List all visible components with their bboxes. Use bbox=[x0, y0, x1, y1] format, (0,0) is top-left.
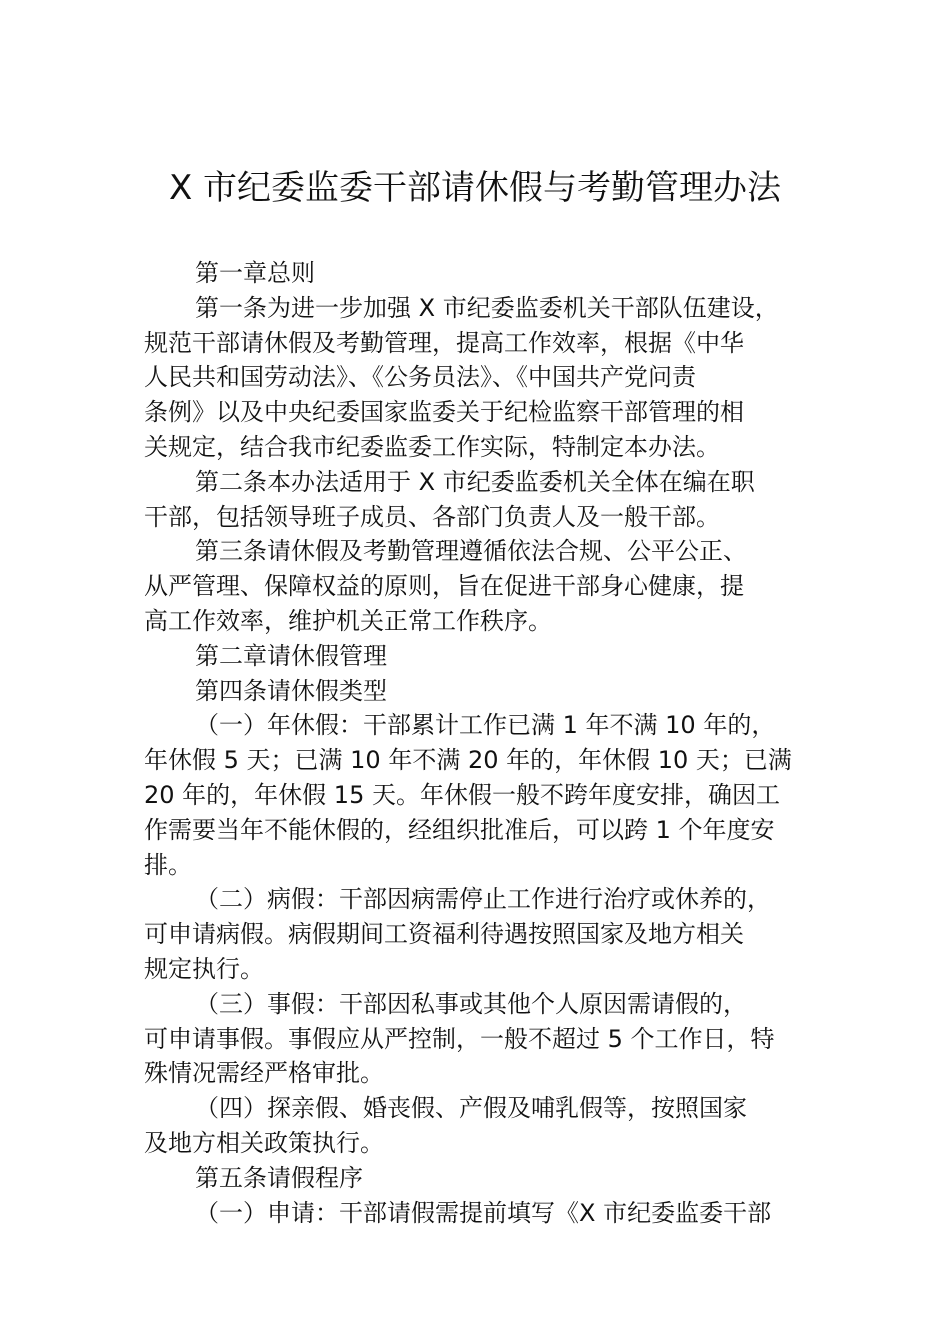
body-line: 可申请事假。事假应从严控制，一般不超过 5 个工作日，特 bbox=[144, 1024, 775, 1053]
body-line: 及地方相关政策执行。 bbox=[144, 1128, 384, 1157]
body-line: 第四条请休假类型 bbox=[195, 676, 387, 705]
body-line: 干部，包括领导班子成员、各部门负责人及一般干部。 bbox=[144, 502, 720, 531]
body-line: 20 年的，年休假 15 天。年休假一般不跨年度安排，确因工 bbox=[144, 780, 780, 809]
body-line: 第三条请休假及考勤管理遵循依法合规、公平公正、 bbox=[195, 537, 747, 566]
body-line: 人民共和国劳动法》、《公务员法》、《中国共产党问责 bbox=[144, 363, 696, 392]
body-line: 作需要当年不能休假的，经组织批准后，可以跨 1 个年度安 bbox=[144, 815, 775, 844]
body-line: 第二条本办法适用于 X 市纪委监委机关全体在编在职 bbox=[195, 467, 755, 496]
body-line: 从严管理、保障权益的原则，旨在促进干部身心健康，提 bbox=[144, 572, 744, 601]
body-line: 高工作效率，维护机关正常工作秩序。 bbox=[144, 606, 552, 635]
body-line: 规范干部请休假及考勤管理，提高工作效率，根据《中华 bbox=[144, 328, 744, 357]
body-line: （二）病假：干部因病需停止工作进行治疗或休养的， bbox=[195, 885, 771, 914]
body-line: （四）探亲假、婚丧假、产假及哺乳假等，按照国家 bbox=[195, 1094, 747, 1123]
body-line: 第一条为进一步加强 X 市纪委监委机关干部队伍建设， bbox=[195, 293, 779, 322]
body-line: 第二章请休假管理 bbox=[195, 641, 387, 670]
document-body bbox=[144, 256, 844, 1230]
body-line: 条例》以及中央纪委国家监委关于纪检监察干部管理的相 bbox=[144, 398, 744, 427]
document-title: X 市纪委监委干部请休假与考勤管理办法 bbox=[168, 168, 782, 208]
body-line: 规定执行。 bbox=[144, 954, 264, 983]
body-line: 殊情况需经严格审批。 bbox=[144, 1059, 384, 1088]
body-line: 第一章总则 bbox=[195, 259, 315, 287]
body-line: （一）申请：干部请假需提前填写《X 市纪委监委干部 bbox=[195, 1198, 772, 1227]
body-line: 排。 bbox=[144, 850, 192, 879]
body-line: 可申请病假。病假期间工资福利待遇按照国家及地方相关 bbox=[144, 920, 744, 949]
body-line: 第五条请假程序 bbox=[195, 1163, 363, 1192]
body-line: 关规定，结合我市纪委监委工作实际，特制定本办法。 bbox=[144, 432, 720, 461]
body-line: （一）年休假：干部累计工作已满 1 年不满 10 年的， bbox=[195, 711, 776, 740]
body-line: （三）事假：干部因私事或其他个人原因需请假的， bbox=[195, 989, 747, 1018]
body-line: 年休假 5 天；已满 10 年不满 20 年的，年休假 10 天；已满 bbox=[144, 746, 792, 775]
